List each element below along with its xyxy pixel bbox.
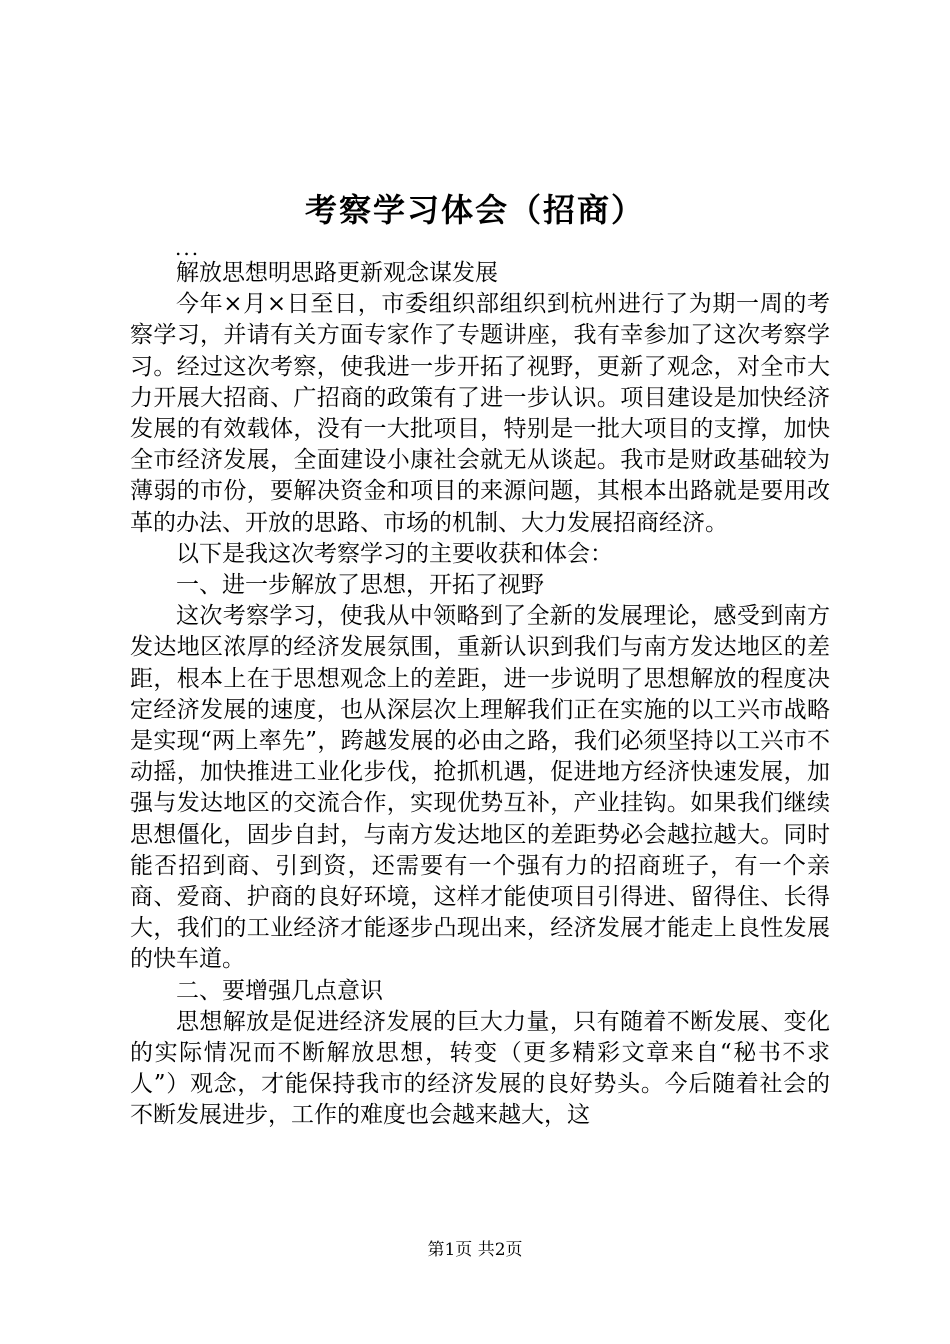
section-heading: 一、进一步解放了思想，开拓了视野 bbox=[176, 572, 544, 599]
section-heading: 二、要增强几点意识 bbox=[176, 977, 383, 1004]
ellipsis-marker: ... bbox=[175, 236, 201, 260]
subtitle-paragraph: 解放思想明思路更新观念谋发展 bbox=[176, 260, 498, 286]
page-footer: 第1页 共2页 bbox=[427, 1240, 523, 1260]
body-paragraph: 以下是我这次考察学习的主要收获和体会： bbox=[176, 540, 613, 567]
document-body bbox=[130, 258, 830, 1132]
document-title: 考察学习体会（招商） bbox=[304, 191, 645, 229]
body-paragraph: 思想解放是促进经济发展的巨大力量，只有随着不断发展、变化的实际情况而不断解放思想，转变（更多精彩文章来自“秘书不求人”）观念，才能保持我市的经济发展的良好势头。今后随着社会的不断发展进步，工作的难度也会越来越大，这 bbox=[130, 1008, 830, 1129]
body-paragraph: 这次考察学习，使我从中领略到了全新的发展理论，感受到南方发达地区浓厚的经济发展氛围，重新认识到我们与南方发达地区的差距，根本上在于思想观念上的差距，进一步说明了思想解放的程度决定经济发展的速度，也从深层次上理解我们正在实施的以工兴市战略是实现“两上率先”，跨越发展的必由之路，我们必须坚持以工兴市不动摇，加快推进工业化步伐，抢抓机遇，促进地方经济快速发展，加强与发达地区的交流合作，实现优势互补，产业挂钩。如果我们继续思想僵化，固步自封，与南方发达地区的差距势必会越拉越大。同时能否招到商、引到资，还需要有一个强有力的招商班子，有一个亲商、爱商、护商的良好环境，这样才能使项目引得进、留得住、长得大，我们的工业经济才能逐步凸现出来，经济发展才能走上良性发展的快车道。 bbox=[130, 603, 830, 973]
body-paragraph: 今年×月×日至日，市委组织部组织到杭州进行了为期一周的考察学习，并请有关方面专家作了专题讲座，我有幸参加了这次考察学习。经过这次考察，使我进一步开拓了视野，更新了观念，对全市大力开展大招商、广招商的政策有了进一步认识。项目建设是加快经济发展的有效载体，没有一大批项目，特别是一批大项目的支撑，加快全市经济发展，全面建设小康社会就无从谈起。我市是财政基础较为薄弱的市份，要解决资金和项目的来源问题，其根本出路就是要用改革的办法、开放的思路、市场的机制、大力发展招商经济。 bbox=[130, 291, 830, 536]
